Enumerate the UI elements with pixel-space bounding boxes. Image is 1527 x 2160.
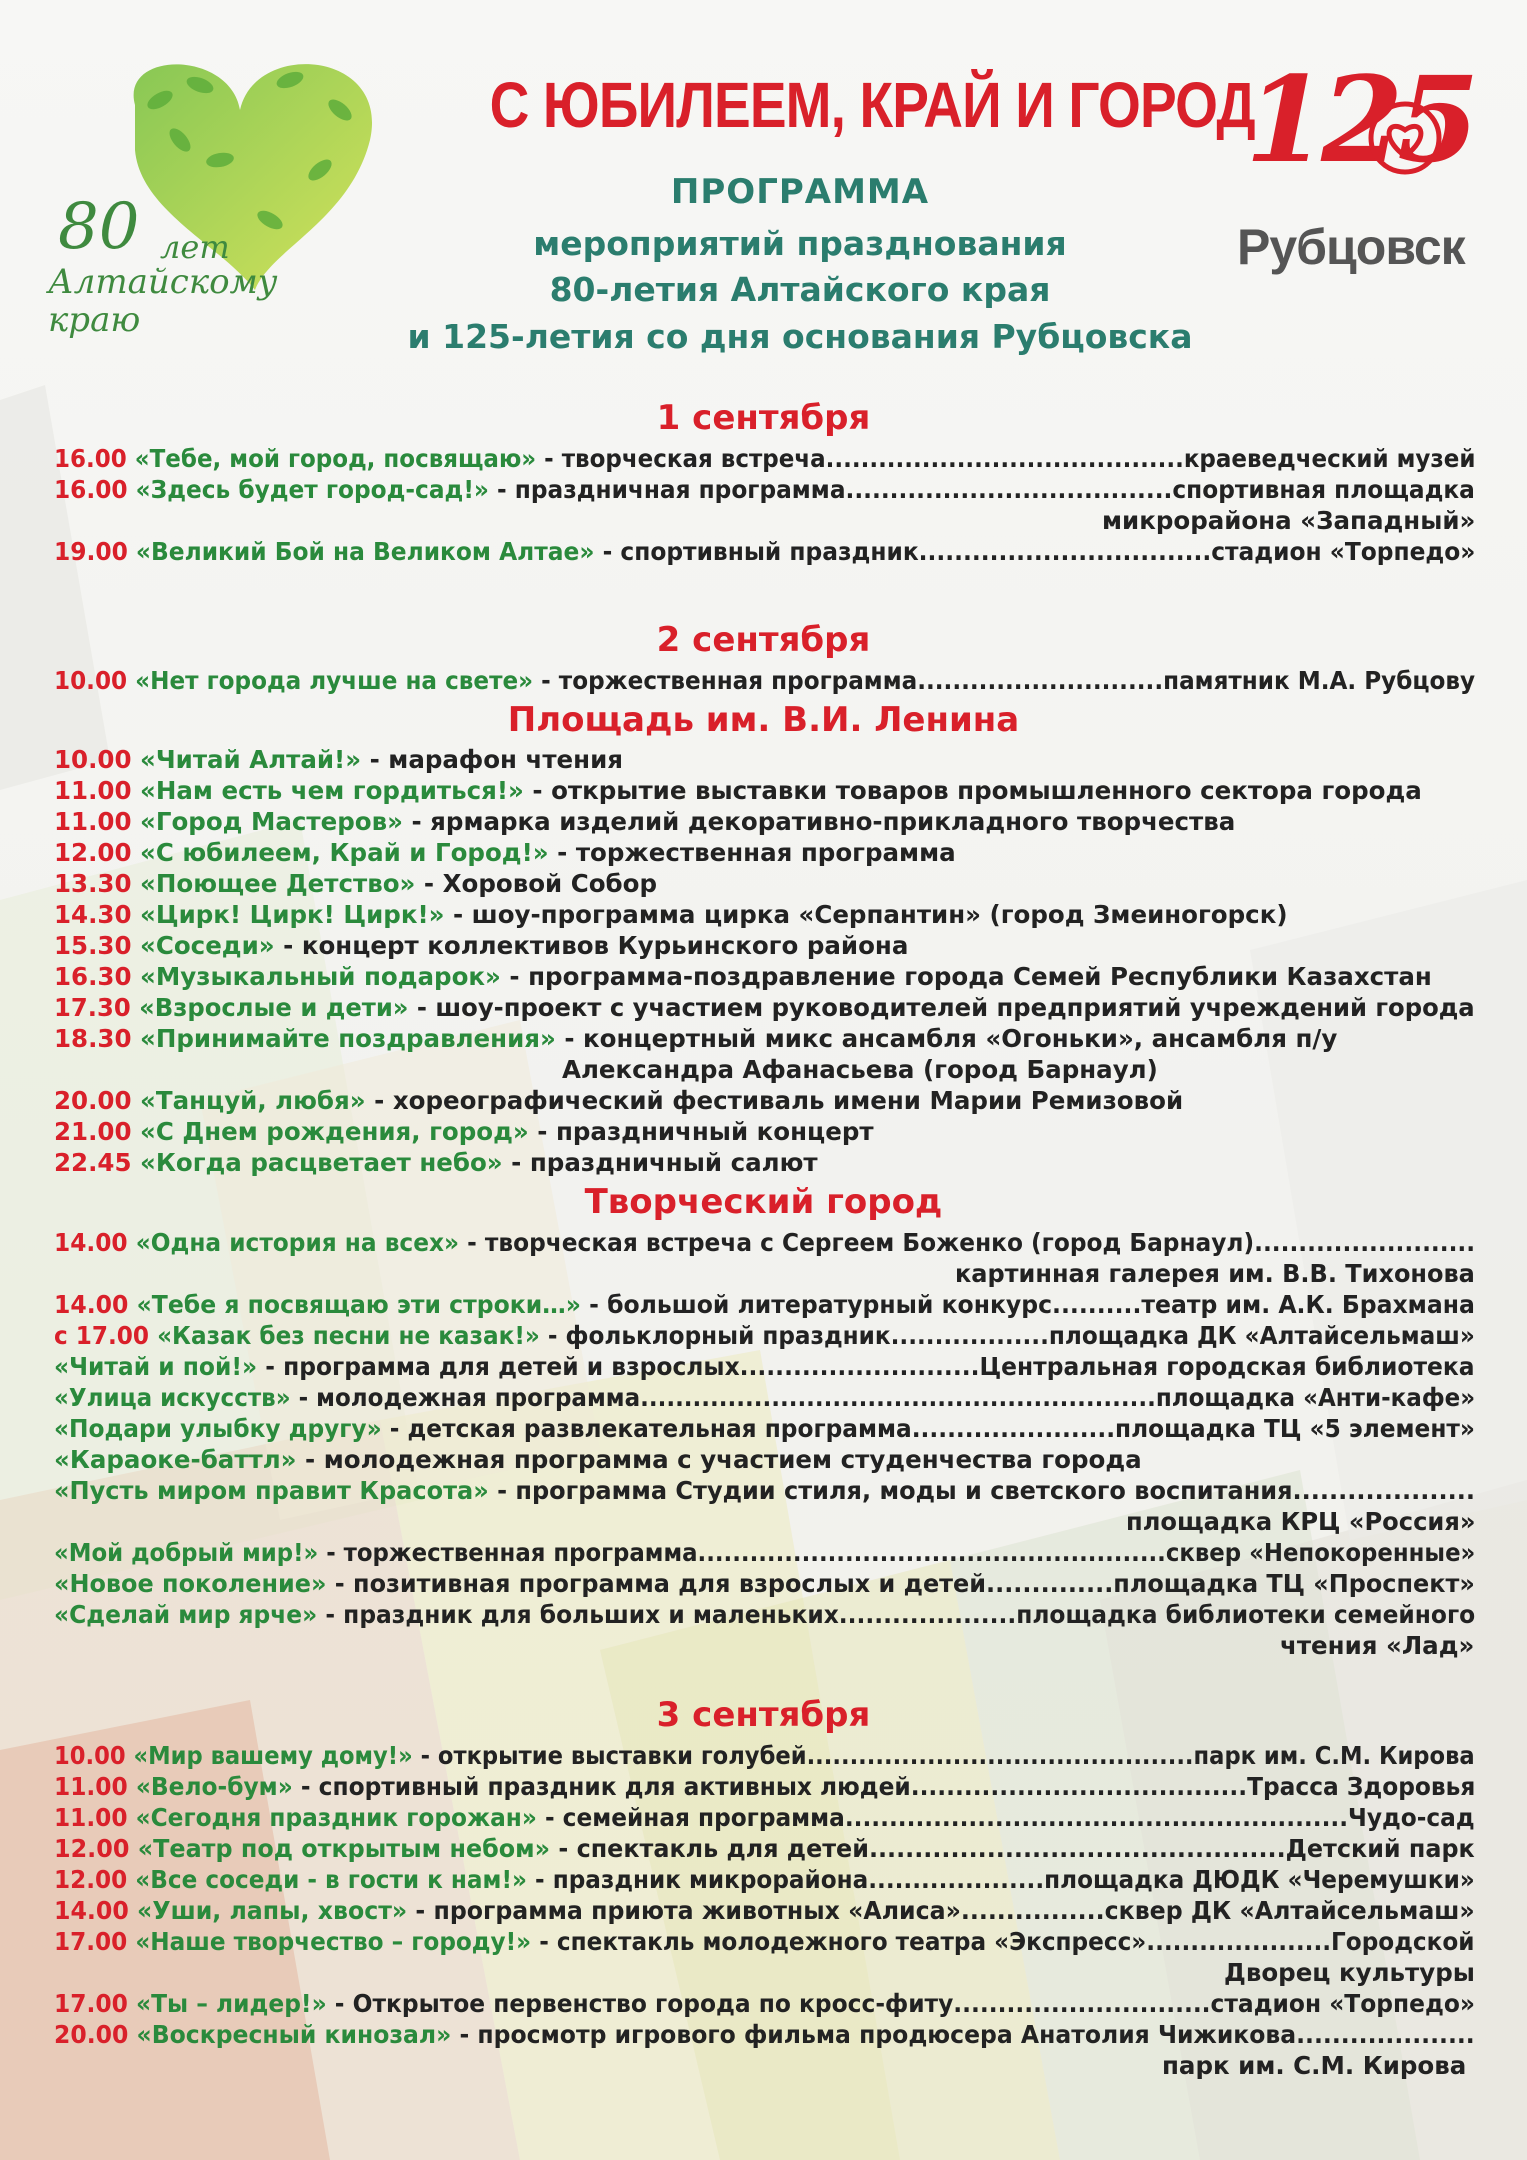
event-time: с 17.00 (54, 1321, 150, 1350)
event-details: - творческая встреча с Сергеем Боженко (город Барнаул)......................... (459, 1228, 1476, 1257)
event-continuation: площадка КРЦ «Россия» (1126, 1507, 1476, 1536)
section-day-2: 2 сентября (656, 620, 871, 660)
event-time: 18.30 (54, 1024, 132, 1053)
event-time: 11.00 (54, 1772, 128, 1801)
event-name: «Пусть миром правит Красота» (54, 1476, 489, 1505)
event-name: «Подари улыбку другу» (54, 1414, 382, 1443)
event-details: - шоу-проект с участием руководителей предприятий учреждений города (408, 993, 1475, 1022)
event-name: «Мир вашему дому!» (133, 1741, 413, 1770)
section-day-3: 3 сентября (656, 1695, 871, 1735)
event-details: - торжественная программа (548, 838, 956, 867)
event-name: «Нам есть чем гордиться!» (140, 776, 524, 805)
event-name: «Музыкальный подарок» (140, 962, 501, 991)
event-details: - ярмарка изделий декоративно-прикладного творчества (402, 807, 1236, 836)
event-time: 13.30 (54, 869, 132, 898)
event-name: «Новое поколение» (54, 1569, 327, 1598)
event-details: - спортивный праздник для активных людей......................................Трасса Здоровья (292, 1772, 1476, 1801)
event-time: 17.30 (54, 993, 131, 1022)
event-continuation: картинная галерея им. В.В. Тихонова (955, 1259, 1475, 1288)
event-continuation: микрорайона «Западный» (1102, 506, 1476, 535)
event-name: «Театр под открытым небом» (137, 1834, 551, 1863)
event-line (54, 536, 1476, 567)
subtitle-line-4: и 125-летия со дня основания Рубцовска (407, 317, 1193, 356)
event-details: - спектакль для детей..............................................Детский парк (550, 1834, 1475, 1863)
event-details: - концертный микс ансамбля «Огоньки», ансамбля п/у (555, 1024, 1338, 1053)
event-line (54, 2019, 1475, 2050)
event-time: 12.00 (54, 1865, 128, 1894)
event-name: «Когда расцветает небо» (140, 1148, 503, 1177)
event-details: - спортивный праздник.................................стадион «Торпедо» (594, 537, 1476, 566)
event-line (54, 1289, 1475, 1320)
event-time: 12.00 (54, 1834, 130, 1863)
section-creative-city: Творческий город (584, 1182, 943, 1222)
event-line (54, 1988, 1475, 2019)
event-details: - фольклорный праздник..................площадка ДК «Алтайсельмаш» (539, 1321, 1475, 1350)
event-time: 16.00 (54, 475, 128, 504)
event-details: - торжественная программа......................................................сквер «Непокоренные» (318, 1538, 1476, 1567)
event-name: «Тебе я посвящаю эти строки…» (136, 1290, 581, 1319)
event-line (54, 806, 1464, 837)
event-line (54, 1740, 1475, 1771)
event-name: «Одна история на всех» (135, 1228, 460, 1257)
event-line (54, 443, 1476, 474)
event-name: «Казак без песни не казак!» (157, 1321, 540, 1350)
event-name: «Воскресный кинозал» (136, 2020, 452, 2049)
event-details: - детская развлекательная программа.......................площадка ТЦ «5 элемент» (381, 1414, 1475, 1443)
event-details: - Хоровой Собор (415, 869, 658, 898)
event-details: - марафон чтения (361, 745, 623, 774)
event-name: «Мой добрый мир!» (54, 1538, 319, 1567)
event-time: 14.30 (54, 900, 132, 929)
event-continuation: Александра Афанасьева (город Барнаул) (562, 1055, 1158, 1084)
event-details: - открытие выставки голубей.............................................парк им. С.М. Кирова (412, 1741, 1475, 1770)
event-line (54, 1599, 1476, 1630)
event-name: «Ты – лидер!» (135, 1989, 327, 2018)
event-details: - творческая встреча.........................................краеведческий музей (536, 444, 1476, 473)
event-details: - Открытое первенство города по кросс-фиту.............................стадион «Торпедо» (326, 1989, 1475, 2018)
event-time: 22.45 (54, 1148, 132, 1177)
event-line (54, 1227, 1476, 1258)
event-line (54, 1568, 1475, 1599)
event-time: 14.00 (54, 1228, 128, 1257)
event-line (54, 899, 1464, 930)
event-line (54, 961, 1464, 992)
event-line (54, 1413, 1475, 1444)
event-line (54, 1475, 1475, 1506)
event-time: 15.30 (54, 931, 132, 960)
event-name: «Город Мастеров» (140, 807, 403, 836)
logo-left-word-1: лет (160, 228, 230, 266)
event-line (54, 1116, 1464, 1147)
event-time: 21.00 (54, 1117, 132, 1146)
event-name: «Танцуй, любя» (140, 1086, 366, 1115)
event-time: 20.00 (54, 2020, 129, 2049)
event-details: - программа Студии стиля, моды и светского воспитания.................... (488, 1476, 1475, 1505)
event-name: «Великий Бой на Великом Алтае» (135, 537, 595, 566)
event-line (54, 1351, 1475, 1382)
event-name: «Улица искусств» (54, 1383, 291, 1412)
logo-left-word-3: краю (48, 300, 141, 340)
event-line (54, 837, 1464, 868)
event-continuation: парк им. С.М. Кирова (1162, 2051, 1467, 2080)
event-details: - молодежная программа...........................................................площадка «Анти-кафе» (290, 1383, 1476, 1412)
event-line (54, 1802, 1475, 1833)
event-time: 19.00 (54, 537, 128, 566)
event-line (54, 1895, 1475, 1926)
event-line (54, 1771, 1476, 1802)
event-time: 12.00 (54, 838, 132, 867)
event-name: «Принимайте поздравления» (140, 1024, 556, 1053)
event-time: 14.00 (54, 1896, 129, 1925)
event-name: «Сделай мир ярче» (54, 1600, 318, 1629)
event-time: 10.00 (54, 745, 132, 774)
event-line (54, 1926, 1475, 1957)
event-line (54, 1833, 1475, 1864)
event-line (54, 1444, 1464, 1475)
event-name: «С юбилеем, Край и Город!» (140, 838, 549, 867)
section-day-1: 1 сентября (656, 398, 871, 438)
event-continuation: Дворец культуры (1224, 1958, 1475, 1987)
event-name: «Читай и пой!» (54, 1352, 258, 1381)
event-line (54, 1864, 1475, 1895)
event-details: - спектакль молодежного театра «Экспресс».....................Городской (531, 1927, 1475, 1956)
event-time: 14.00 (54, 1290, 129, 1319)
event-name: «Нет города лучше на свете» (135, 666, 534, 695)
event-time: 11.00 (54, 776, 132, 805)
heart-icon (1360, 98, 1450, 178)
event-time: 11.00 (54, 807, 132, 836)
event-line (54, 1320, 1475, 1351)
event-details: - праздничный салют (502, 1148, 818, 1177)
event-details: - шоу-программа цирка «Серпантин» (город Змеиногорск) (444, 900, 1288, 929)
event-continuation: чтения «Лад» (1280, 1631, 1475, 1660)
event-details: - молодежная программа с участием студенчества города (296, 1445, 1142, 1474)
event-details: - праздничный концерт (528, 1117, 874, 1146)
event-line (54, 1085, 1464, 1116)
event-name: «Цирк! Цирк! Цирк!» (140, 900, 445, 929)
event-name: «Тебе, мой город, посвящаю» (134, 444, 537, 473)
event-line (54, 1147, 1464, 1178)
event-name: «Наше творчество – городу!» (135, 1927, 532, 1956)
event-name: «Взрослые и дети» (139, 993, 409, 1022)
event-details: - просмотр игрового фильма продюсера Анатолия Чижикова.................... (451, 2020, 1475, 2049)
event-line (54, 1537, 1476, 1568)
event-details: - программа приюта животных «Алиса»................сквер ДК «Алтайсельмаш» (407, 1896, 1475, 1925)
event-line (54, 775, 1464, 806)
event-time: 20.00 (54, 1086, 132, 1115)
event-time: 16.30 (54, 962, 132, 991)
event-name: «Соседи» (140, 931, 275, 960)
event-details: - семейная программа.........................................................Чудо-сад (536, 1803, 1475, 1832)
event-time: 10.00 (54, 1741, 126, 1770)
event-line (54, 868, 1464, 899)
event-name: «Все соседи - в гости к нам!» (135, 1865, 527, 1894)
subtitle-line-3: 80-летия Алтайского края (549, 270, 1051, 309)
event-name: «С Днем рождения, город» (140, 1117, 529, 1146)
event-time: 11.00 (54, 1803, 128, 1832)
event-details: - позитивная программа для взрослых и детей..............площадка ТЦ «Проспект» (326, 1569, 1475, 1598)
altai-80-logo (40, 30, 420, 350)
event-name: «Читай Алтай!» (140, 745, 362, 774)
rubtsovsk-125-logo (1235, 50, 1495, 300)
event-line (54, 1023, 1464, 1054)
event-line (54, 1382, 1476, 1413)
event-time: 16.00 (54, 444, 127, 473)
event-details: - программа для детей и взрослых...........................Центральная городская библиотека (257, 1352, 1475, 1381)
event-line (54, 992, 1475, 1023)
event-name: «Сегодня праздник горожан» (135, 1803, 537, 1832)
event-time: 10.00 (54, 666, 128, 695)
event-name: «Караоке-баттл» (54, 1445, 297, 1474)
logo-left-word-2: Алтайскому (48, 262, 278, 302)
event-details: - программа-поздравление города Семей Республики Казахстан (500, 962, 1432, 991)
event-details: - торжественная программа............................памятник М.А. Рубцову (533, 666, 1476, 695)
event-details: - открытие выставки товаров промышленного сектора города (523, 776, 1422, 805)
logo-right-number: 125 (1245, 50, 1474, 189)
event-details: - праздник микрорайона....................площадка ДЮДК «Черемушки» (526, 1865, 1475, 1894)
event-time: 17.00 (54, 1989, 128, 2018)
event-details: - большой литературный конкурс..........театр им. А.К. Брахмана (580, 1290, 1475, 1319)
logo-left-number: 80 (58, 190, 140, 264)
logo-right-city: Рубцовск (1237, 219, 1465, 275)
event-line (54, 665, 1476, 696)
subtitle-line-2: мероприятий празднования (533, 224, 1067, 263)
event-time: 17.00 (54, 1927, 128, 1956)
event-line (54, 930, 1464, 961)
event-details: - праздничная программа.....................................спортивная площадка (488, 475, 1475, 504)
event-name: «Уши, лапы, хвост» (137, 1896, 408, 1925)
event-details: - хореографический фестиваль имени Марии Ремизовой (365, 1086, 1184, 1115)
event-details: - концерт коллективов Курьинского района (274, 931, 909, 960)
event-name: «Поющее Детство» (140, 869, 416, 898)
event-line (54, 474, 1475, 505)
event-line (54, 744, 1464, 775)
event-name: «Здесь будет город-сад!» (135, 475, 489, 504)
section-lenin-square: Площадь им. В.И. Ленина (507, 700, 1020, 740)
event-details: - праздник для больших и маленьких....................площадка библиотеки семейного (317, 1600, 1476, 1629)
subtitle-program: ПРОГРАММА (670, 172, 930, 212)
page-title: С ЮБИЛЕЕМ, КРАЙ И ГОРОД (489, 69, 1255, 141)
event-name: «Вело-бум» (135, 1772, 293, 1801)
